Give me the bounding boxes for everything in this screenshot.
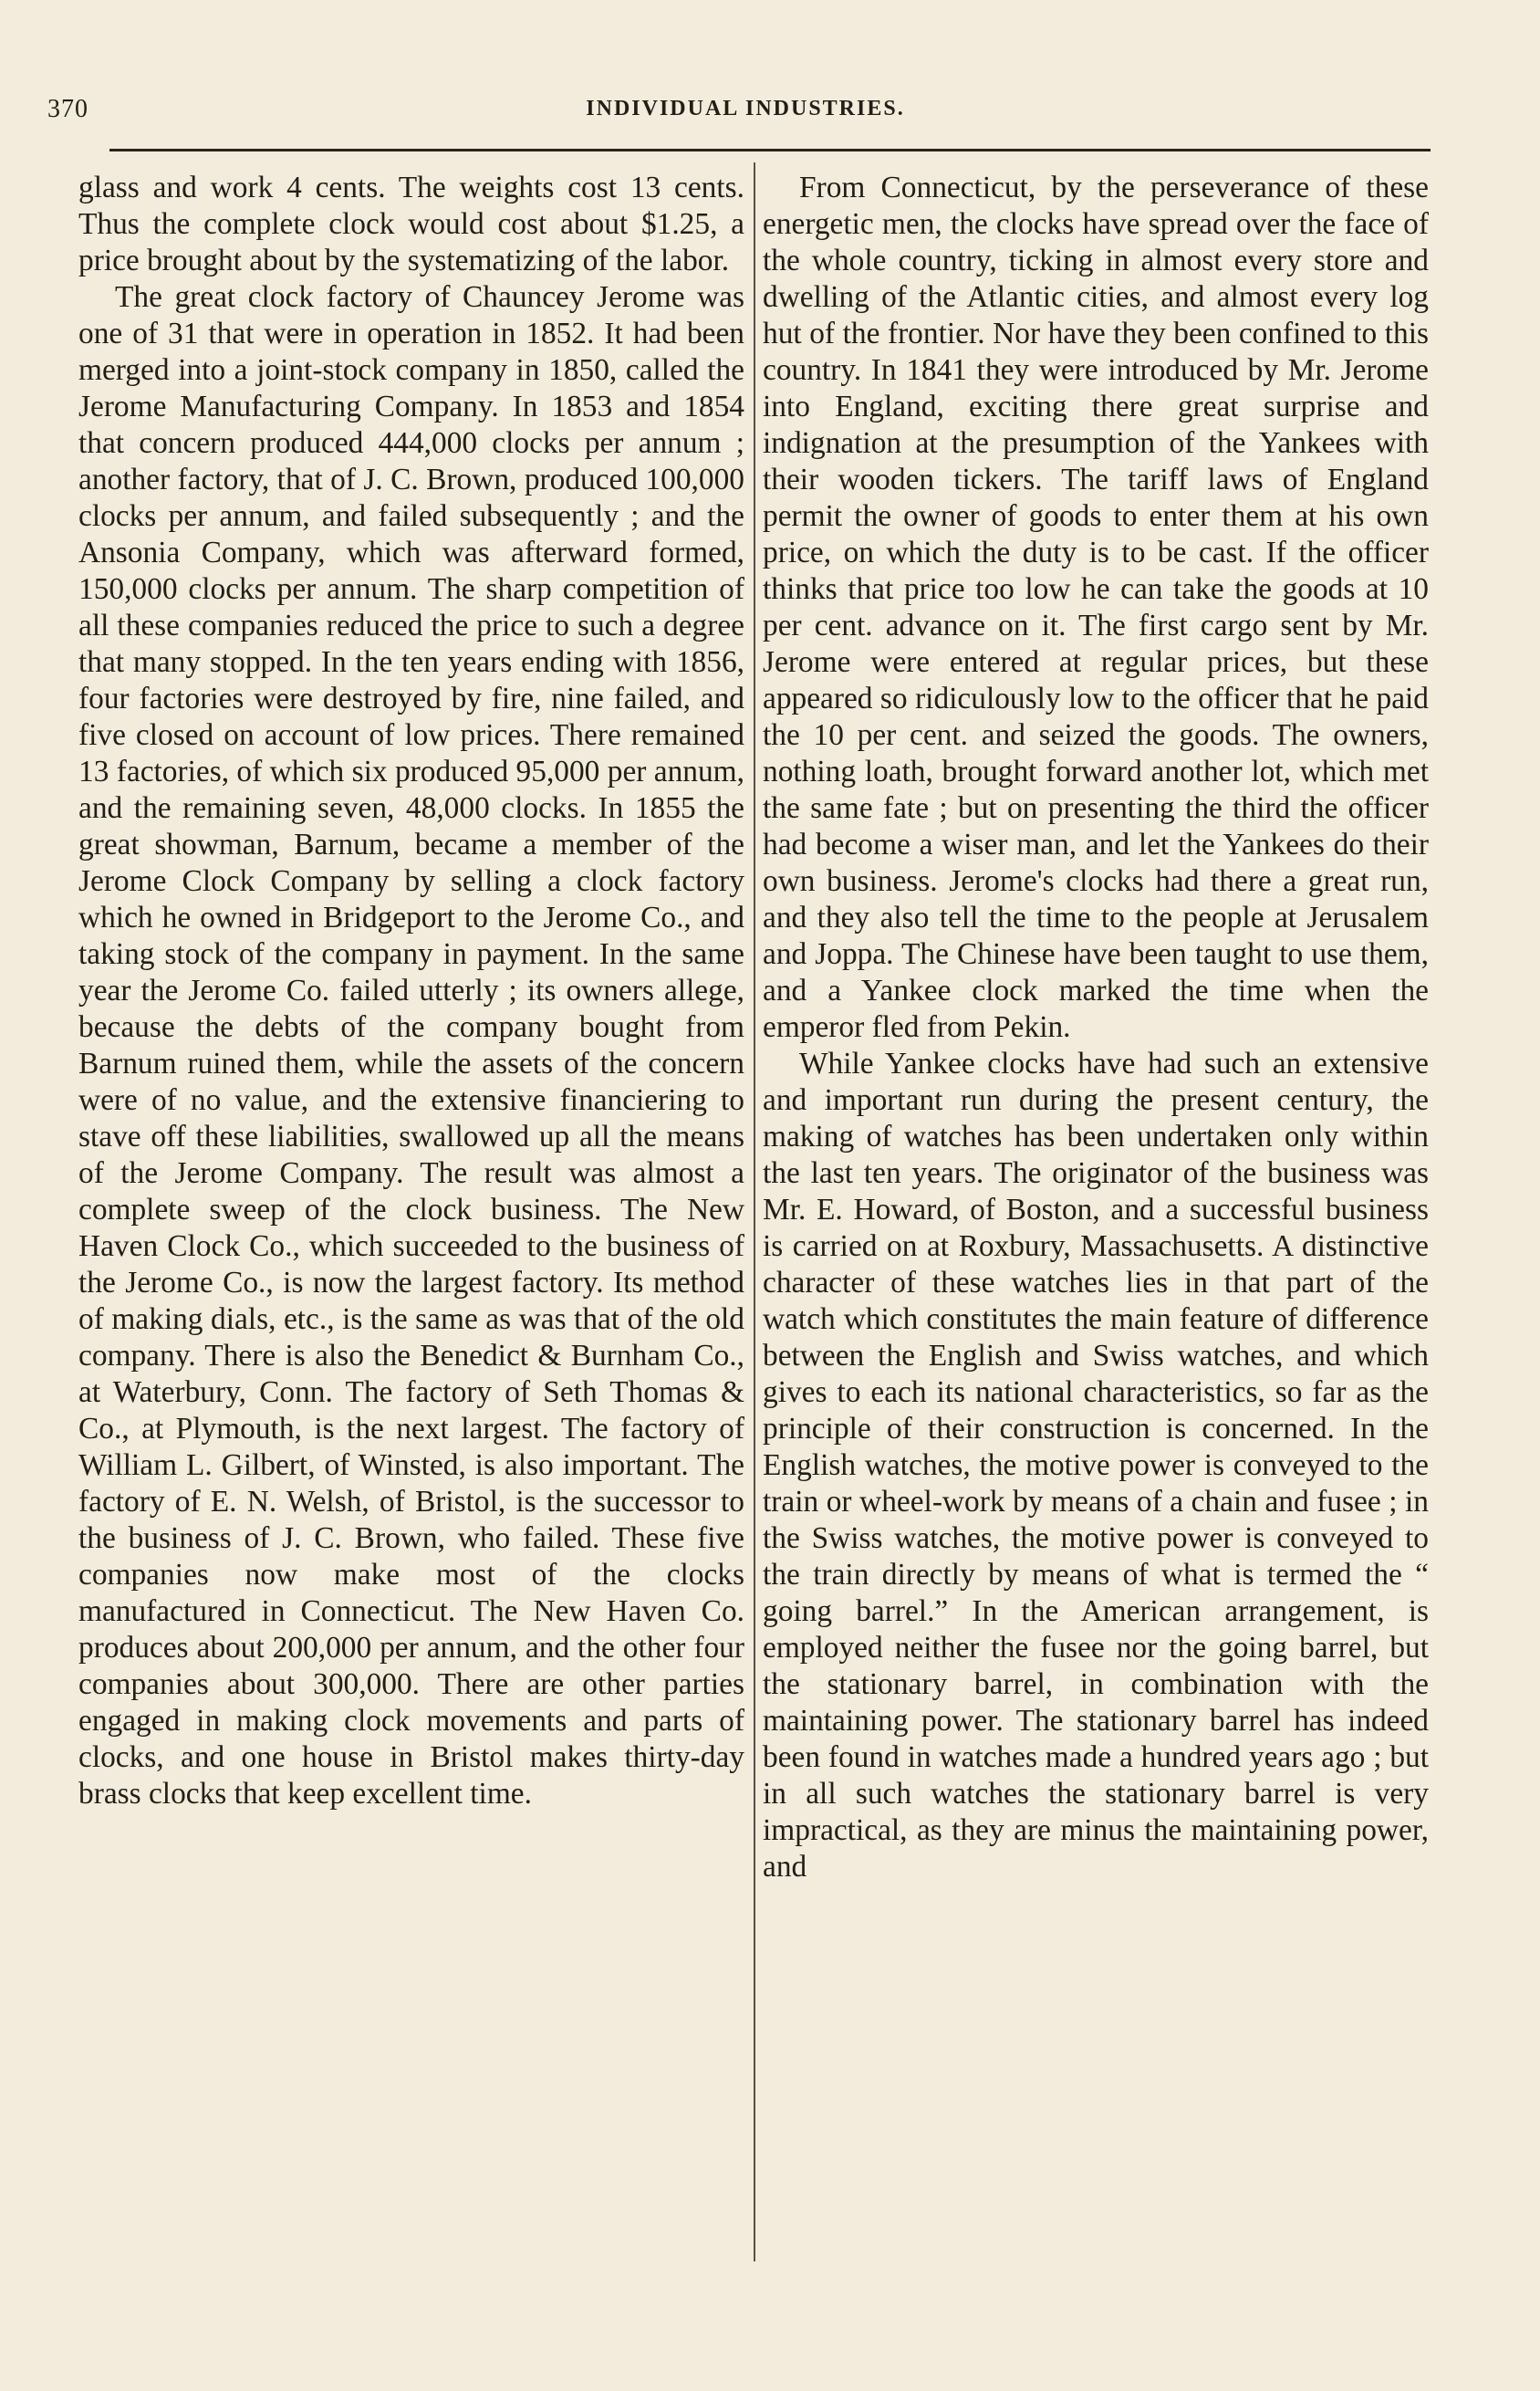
column-divider: [754, 162, 755, 2261]
paragraph: While Yankee clocks have had such an extensive and important run during the present century, the making of watches has been undertaken only within the last ten years. The originator of the business was Mr. E. Howard, of Boston, and a successful business is carried on at Roxbury, Massachusetts. A distinctive character of these watches lies in that part of the watch which constitutes the main feature of difference between the English and Swiss watches, and which gives to each its national characteristics, so far as the principle of their construction is concerned. In the English watches, the motive power is conveyed to the train or wheel-work by means of a chain and fusee ; in the Swiss watches, the motive power is conveyed to the train directly by means of what is termed the “ going barrel.” In the American arrangement, is employed neither the fusee nor the going barrel, but the stationary barrel, in combination with the maintaining power. The stationary barrel has indeed been found in watches made a hundred years ago ; but in all such watches the stationary barrel is very impractical, as they are minus the maintaining power, and: [763, 1047, 1429, 1884]
paragraph: The great clock factory of Chauncey Jerome was one of 31 that were in operation in 1852. It had been merged into a joint-stock company in 1850, called the Jerome Manufacturing Company. In 1853 and 1854 that concern produced 444,000 clocks per annum ; another factory, that of J. C. Brown, produced 100,000 clocks per annum, and failed subsequently ; and the Ansonia Company, which was afterward formed, 150,000 clocks per annum. The sharp competition of all these companies reduced the price to such a degree that many stopped. In the ten years ending with 1856, four factories were destroyed by fire, nine failed, and five closed on account of low prices. There remained 13 factories, of which six produced 95,000 per annum, and the remaining seven, 48,000 clocks. In 1855 the great showman, Barnum, became a member of the Jerome Clock Company by selling a clock factory which he owned in Bridgeport to the Jerome Co., and taking stock of the company in payment. In the same year the Jerome Co. failed utterly ; its owners allege, because the debts of the company bought from Barnum ruined them, while the assets of the concern were of no value, and the extensive financiering to stave off these liabilities, swallowed up all the means of the Jerome Company. The result was almost a complete sweep of the clock business. The New Haven Clock Co., which succeeded to the business of the Jerome Co., is now the largest factory. Its method of making dials, etc., is the same as was that of the old company. There is also the Benedict & Burnham Co., at Waterbury, Conn. The factory of Seth Thomas & Co., at Plymouth, is the next largest. The factory of William L. Gilbert, of Winsted, is also important. The factory of E. N. Welsh, of Bristol, is the successor to the business of J. C. Brown, who failed. These five companies now make most of the clocks manufactured in Connecticut. The New Haven Co. produces about 200,000 per annum, and the other four companies about 300,000. There are other parties engaged in making clock movements and parts of clocks, and one house in Bristol makes thirty-day brass clocks that keep excellent time.: [78, 280, 744, 1811]
running-head: [47, 95, 1443, 131]
paragraph: glass and work 4 cents. The weights cost 13 cents. Thus the complete clock would cost about $1.25, a price brought about by the systematizing of the labor.: [78, 171, 744, 277]
header-rule: [109, 149, 1431, 151]
left-column: [78, 170, 744, 1812]
page-number: 370: [47, 95, 88, 123]
paragraph: From Connecticut, by the perseverance of these energetic men, the clocks have spread over the face of the whole country, ticking in almost every store and dwelling of the Atlantic cities, and almost every log hut of the frontier. Nor have they been confined to this country. In 1841 they were introduced by Mr. Jerome into England, exciting there great surprise and indignation at the presumption of the Yankees with their wooden tickers. The tariff laws of England permit the owner of goods to enter them at his own price, on which the duty is to be cast. If the officer thinks that price too low he can take the goods at 10 per cent. advance on it. The first cargo sent by Mr. Jerome were entered at regular prices, but these appeared so ridiculously low to the officer that he paid the 10 per cent. and seized the goods. The owners, nothing loath, brought forward another lot, which met the same fate ; but on presenting the third the officer had become a wiser man, and let the Yankees do their own business. Jerome's clocks had there a great run, and they also tell the time to the people at Jerusalem and Joppa. The Chinese have been taught to use them, and a Yankee clock marked the time when the emperor fled from Pekin.: [763, 171, 1429, 1044]
right-column: [763, 170, 1429, 1885]
running-title: INDIVIDUAL INDUSTRIES.: [586, 97, 905, 120]
